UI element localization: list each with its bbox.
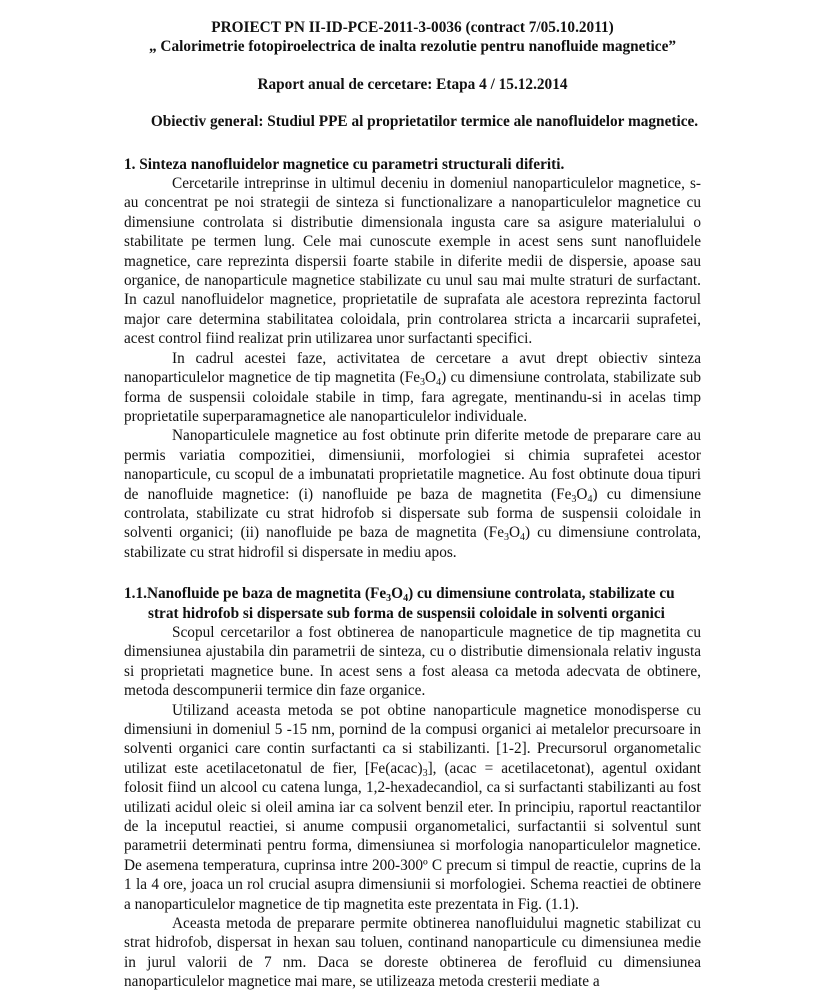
project-title: „ Calorimetrie fotopiroelectrica de inalta rezolutie pentru nanofluide magnetice” [148,38,677,56]
section-1-1-paragraph-2: Utilizand aceasta metoda se pot obtine nanoparticule magnetice monodisperse cu dimensiuni in domeniul 5 -15 nm, pornind de la compusi organici ai metalelor precursoare in solventi organici care contin surfactanti ca si stabilizanti. [1-2]. Precursorul organometalic utilizat este acetilacetonatul de fier, $[Fe(acac)_3]$, (acac = acetilacetonat), agentul oxidant folosit fiind un alcool cu catena lunga, 1,2-hexadecandiol, ca si surfactanti stabilizanti au fost utilizati acidul oleic si oleil amina iar ca solvent benzil eter. In principiu, raportul reactantilor de la inceputul reactiei, si anume compusii organometalici, surfactantii si solventul sunt parametrii determinati pentru forma, dimensiunea si morfologia nanoparticulelor magnetice. De asemena temperatura, cuprinsa intre 200-300º C precum si timpul de reactie, cuprins de la 1 la 4 ore, joaca un rol crucial asupra dimensiunii si morfologiei. Schema reactiei de obtinere a nanoparticulelor magnetice de tip magnetita este prezentata in Fig. (1.1). [124,701,701,913]
section-1-1-paragraph-3: Aceasta metoda de preparare permite obtinerea nanofluidului magnetic stabilizat cu strat hidrofob, dispersat in hexan sau toluen, continand nanoparticule cu dimensiunea medie in jurul valorii de 7 nm. Daca se doreste obtinerea de ferofluid cu dimensiunea nanoparticulelor magnetice mai mare, se utilizeaza metoda cresterii mediate a [124,915,701,991]
section-1-heading: 1. Sinteza nanofluidelor magnetice cu parametri structurali diferiti. [124,155,565,173]
report-title: Raport anual de cercetare: Etapa 4 / 15.12.2014 [257,75,568,93]
section-1-1-paragraph-1: Scopul cercetarilor a fost obtinerea de nanoparticule magnetice de tip magnetita cu dimensiunea ajustabila din parametrii de sinteza, cu o distributie dimensionala relativ ingusta si proprietati magnetice bune. In acest sens a fost aleasa ca metoda adecvata de obtinere, metoda descompunerii termice din faze organice. [124,623,701,700]
section-1-paragraph-2: In cadrul acestei faze, activitatea de cercetare a avut drept obiectiv sinteza nanoparticulelor magnetice de tip magnetita $(Fe_3O_4)$ cu dimensiune controlata, stabilizate sub forma de suspensii coloidale stabile in timp, fara agregate, mentinandu-si in acelas timp proprietatile superparamagnetice ale nanoparticulelor individuale. [124,349,701,425]
section-1-paragraph-3: Nanoparticulele magnetice au fost obtinute prin diferite metode de preparare care au permis variatia compozitiei, dimensiunii, morfologiei si chimia suprafetei acestor nanoparticule, cu scopul de a imbunatati proprietatile magnetice. Au fost obtinute doua tipuri de nanofluide magnetice: (i) nanofluide pe baza de magnetita $(Fe_3O_4)$ cu dimensiune controlata, stabilizate cu strat hidrofob si dispersate sub forma de suspensii coloidale in solventi organici; (ii) nanofluide pe baza de magnetita $(Fe_3O_4)$ cu dimensiune controlata, stabilizate cu strat hidrofil si dispersate in mediu apos. [124,427,701,561]
section-1-1-heading: 1.1.Nanofluide pe baza de magnetita $(Fe_3O_4)$ cu dimensiune controlata, stabilizate cu strat hidrofob si dispersate sub forma de suspensii coloidale in solventi organici [124,585,675,622]
project-number: PROIECT PN II-ID-PCE-2011-3-0036 (contract 7/05.10.2011) [211,19,614,36]
general-objective: Obiectiv general: Studiul PPE al proprietatilor termice ale nanofluidelor magnetice. [150,113,699,131]
section-1-paragraph-1: Cercetarile intreprinse in ultimul deceniu in domeniul nanoparticulelor magnetice, s-au concentrat pe noi strategii de sinteza si functionalizare a nanoparticulelor magnetice cu dimensiune controlata si distributie dimensionala ingusta care sa asigure materialului o stabilitate pe termen lung. Cele mai cunoscute exemple in acest sens sunt nanofluidele magnetice, care reprezinta dispersii foarte stabile in diferite medii de dispersie, apoase sau organice, de nanoparticule magnetice stabilizate cu unul sau mai multe straturi de surfactant. In cazul nanofluidelor magnetice, proprietatile de suprafata ale acestora reprezinta factorul major care determina stabilitatea coloidala, prin controlarea stricta a incarcarii suprafetei, acest control fiind realizat prin utilizarea unor surfactanti specifici. [124,175,701,348]
